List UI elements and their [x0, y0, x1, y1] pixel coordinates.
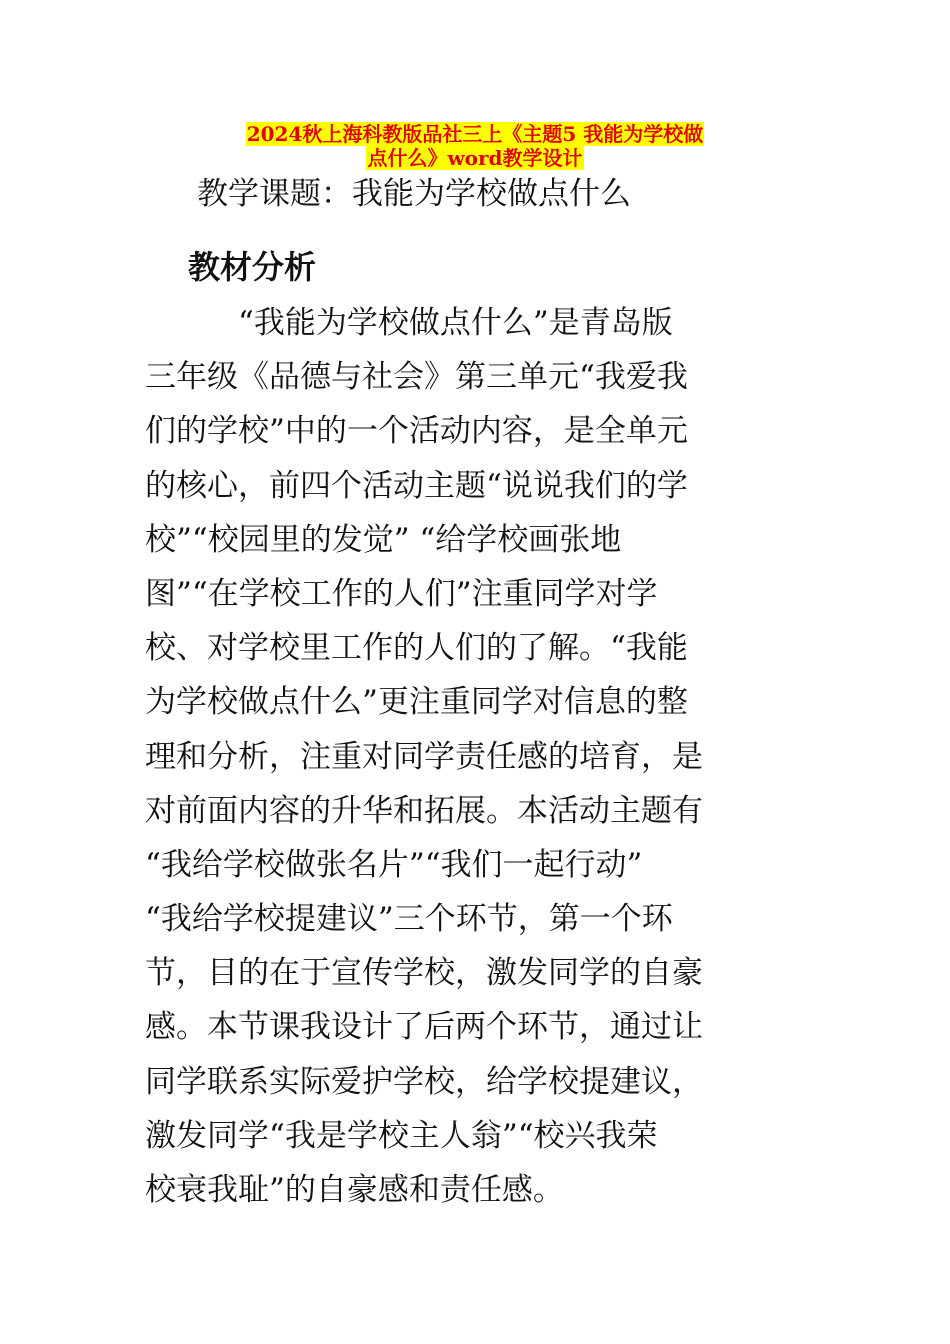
document-title-line-2: 点什么》word教学设计 — [367, 146, 583, 170]
body-paragraph — [145, 296, 815, 1217]
section-heading: 教材分析 — [188, 248, 317, 286]
body-line: 节，目的在于宣传学校，激发同学的自豪 — [145, 955, 703, 992]
lesson-topic: 教学课题：我能为学校做点什么 — [197, 176, 631, 212]
body-line: 校”“校园里的发觉” “给学校画张地 — [145, 521, 622, 558]
body-line: 们的学校”中的一个活动内容，是全单元 — [145, 413, 688, 450]
document-title — [185, 122, 765, 170]
body-line: 三年级《品德与社会》第三单元“我爱我 — [145, 359, 688, 396]
body-line: “我给学校提建议”三个环节，第一个环 — [145, 901, 673, 938]
body-line: 理和分析，注重对同学责任感的培育，是 — [145, 738, 703, 775]
body-line: 感。本节课我设计了后两个环节，通过让 — [145, 1009, 703, 1046]
body-line: “我能为学校做点什么”是青岛版 — [145, 305, 673, 341]
body-line: 的核心，前四个活动主题“说说我们的学 — [145, 467, 688, 504]
body-line: 校衰我耻”的自豪感和责任感。 — [145, 1172, 564, 1208]
body-line: 对前面内容的升华和拓展。本活动主题有 — [145, 792, 703, 829]
body-line: “我给学校做张名片”“我们一起行动” — [145, 846, 643, 883]
body-line: 校、对学校里工作的人们的了解。“我能 — [145, 630, 688, 667]
body-line: 激发同学“我是学校主人翁”“校兴我荣 — [145, 1117, 658, 1154]
body-line: 图”“在学校工作的人们”注重同学对学 — [145, 575, 658, 612]
body-line: 同学联系实际爱护学校，给学校提建议， — [145, 1063, 703, 1100]
document-title-line-1: 2024秋上海科教版品社三上《主题5 我能为学校做 — [246, 122, 704, 146]
body-line: 为学校做点什么”更注重同学对信息的整 — [145, 684, 688, 721]
